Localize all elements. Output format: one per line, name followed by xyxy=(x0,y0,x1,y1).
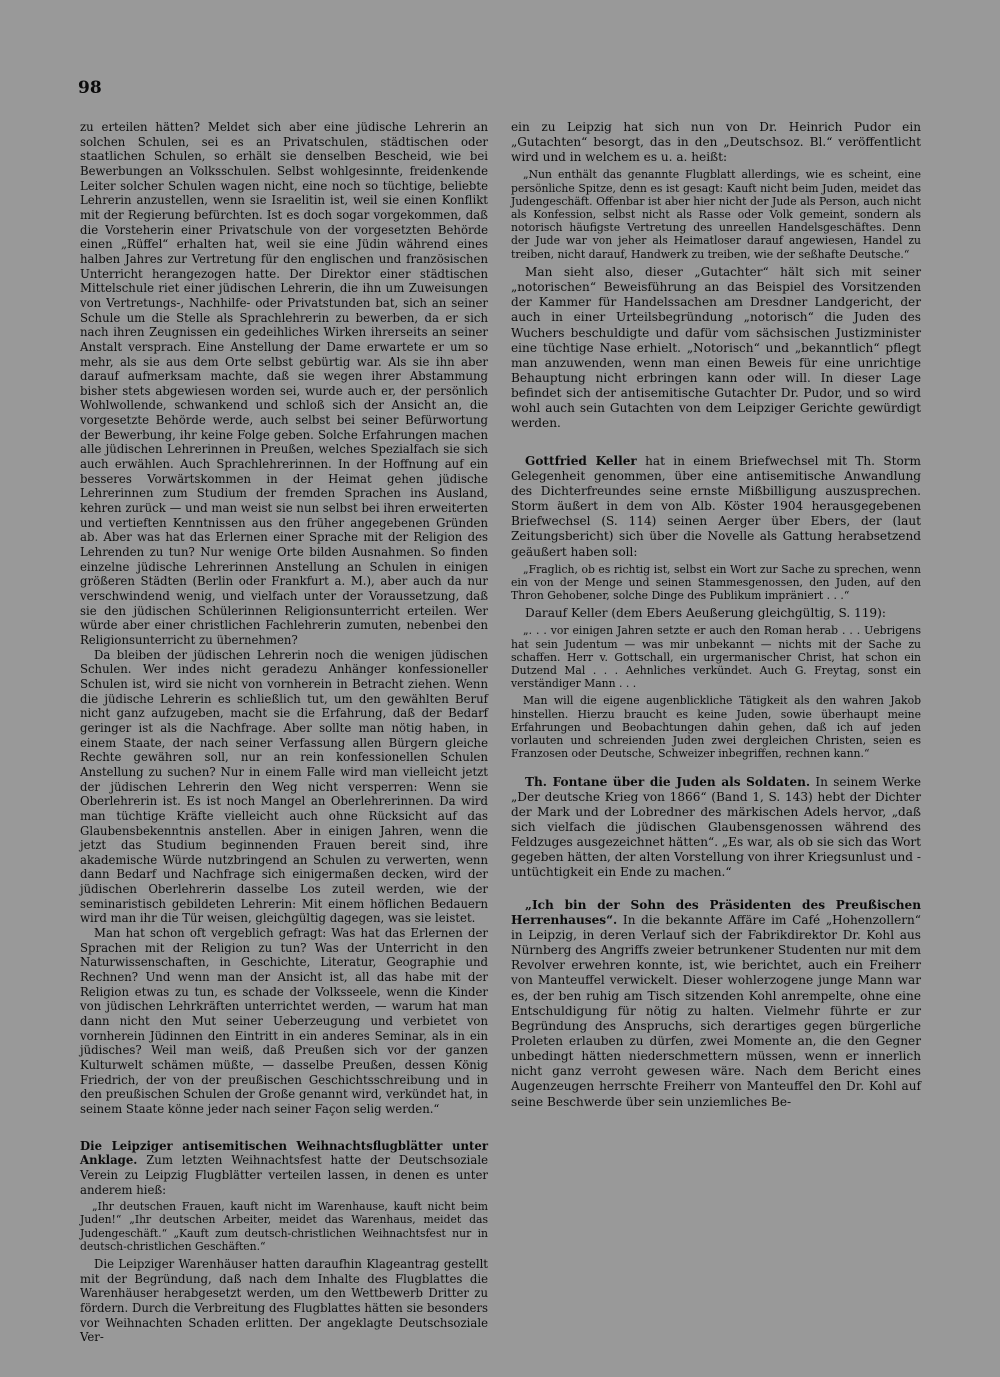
paragraph: Da bleiben der jüdischen Lehrerin noch die wenigen jüdischen Schulen. Wer indes nicht geradezu Anhänger konfessioneller Schulen ist, wird sie nicht von vornherein in Betracht ziehen. Wenn die jüdische Lehrerin es schließlich tut, um den gewählten Beruf nicht ganz aufzugeben, macht sie die Erfahrung, daß der Bedarf geringer ist als die Nachfrage. Aber sollte man nötig haben, in einem Staate, der nach seiner Verfassung allen Bürgern gleiche Rechte gewähren soll, nur an rein konfessionellen Schulen Anstellung zu suchen? Nur in einem Falle wird man vielleicht jetzt der jüdischen Lehrerin den Weg nicht versperren: Wenn sie Oberlehrerin ist. Es ist noch Mangel an Oberlehrerinnen. Da wird man tüchtige Kräfte vielleicht auch ohne Rücksicht auf das Glaubensbekenntnis anstellen. Aber in einigen Jahren, wenn die jetzt das Studium beginnenden Frauen bereit sind, ihre akademische Würde nutzbringend an Schulen zu verwerten, wenn dann Bedarf und Nachfrage sich einigermaßen decken, wird der jüdischen Oberlehrerin dasselbe Los zuteil werden, wie der seminaristisch gebildeten Lehrerin: Mit einem höflichen Bedauern wird man ihr die Tür weisen, gleichgültig dagegen, was sie leistet. xyxy=(80,647,488,926)
article-paragraph xyxy=(80,1139,488,1198)
paragraph: ein zu Leipzig hat sich nun von Dr. Heinrich Pudor ein „Gutachten“ besorgt, das in den „Deutschsoz. Bl.“ veröffentlicht wird und in welchem es u. a. heißt: xyxy=(511,120,921,165)
article-lead: „Ich bin der Sohn des Präsidenten des Preußischen Herrenhauses“. xyxy=(511,897,921,927)
page-number: 98 xyxy=(78,78,102,98)
article-paragraph xyxy=(511,898,921,1110)
article-paragraph xyxy=(511,454,921,560)
article-lead: Th. Fontane über die Juden als Soldaten. xyxy=(525,774,811,789)
paragraph: Man hat schon oft vergeblich gefragt: Was hat das Erlernen der Sprachen mit der Religion zu tun? Was der Unterricht in den Naturwissenschaften, in Geschichte, Literatur, Geographie und Rechnen? Und wenn man der Ansicht ist, all das habe mit der Religion etwas zu tun, es schade der Volksseele, wenn die Kinder von jüdischen Lehrkräften unterrichtet werden, — warum hat man dann nicht den Mut seiner Ueberzeugung und verbietet von vornherein Jüdinnen den Eintritt in ein anderes Seminar, als in ein jüdisches? Weil man weiß, daß Preußen sich vor der ganzen Kulturwelt schämen müßte, — dasselbe Preußen, dessen König Friedrich, der von der preußischen Geschichtsschreibung und in den preußischen Schulen der Große genannt wird, verkündet hat, in seinem Staate könne jeder nach seiner Façon selig werden.“ xyxy=(80,926,488,1116)
right-column xyxy=(511,120,921,1110)
block-quote: Man will die eigene augenblickliche Tätigkeit als den wahren Jakob hinstellen. Hierzu braucht es keine Juden, sowie überhaupt meine Erfahrungen und Beobachtungen dahin gehen, daß ich auf jeden vorlauten und schreienden Juden zwei dergleichen Christen, seien es Franzosen oder Deutsche, Schweizer inbegriffen, rechnen kann.“ xyxy=(511,694,921,761)
article-text: In die bekannte Affäre im Café „Hohenzollern“ in Leipzig, in deren Verlauf sich der Fabrikdirektor Dr. Kohl aus Nürnberg des Angriffs zweier betrunkener Studenten nur mit dem Revolver erwehren konnte, ist, wie berichtet, auch ein Freiherr von Manteuffel verwickelt. Dieser wohlerzogene junge Mann war es, der ben ruhig am Tisch sitzenden Kohl anrempelte, ohne eine Entschuldigung für nötig zu halten. Vielmehr führte er zur Begründung des Anspruchs, sich derartiges gegen bürgerliche Proleten erlauben zu dürfen, zwei Momente an, die den Gegner unbedingt hätten niederschmettern müssen, wenn er innerlich nicht ganz verroht gewesen wäre. Nach dem Bericht eines Augenzeugen herrschte Freiherr von Manteuffel den Dr. Kohl auf seine Beschwerde über sein unziemliches Be- xyxy=(511,912,921,1109)
left-column xyxy=(80,120,488,1345)
article-text: In seinem Werke „Der deutsche Krieg von 1866“ (Band 1, S. 143) hebt der Dichter der Mark und der Lobredner des märkischen Adels hervor, „daß sich vielfach die jüdischen Glaubensgenossen während des Feldzuges ausgezeichnet hätten“. „Es war, als ob sie sich das Wort gegeben hätten, der alten Vorstellung von ihrer Kriegsunlust und -untüchtigkeit ein Ende zu machen.“ xyxy=(511,774,921,880)
paragraph: Die Leipziger Warenhäuser hatten daraufhin Klageantrag gestellt mit der Begründung, daß nach dem Inhalte des Flugblattes die Warenhäuser herabgesetzt werden, um den Wettbewerb Dritter zu fördern. Durch die Verbreitung des Flugblattes hätten sie besonders vor Weihnachten Schaden erlitten. Der angeklagte Deutschsoziale Ver- xyxy=(80,1257,488,1345)
paragraph: zu erteilen hätten? Meldet sich aber eine jüdische Lehrerin an solchen Schulen, sei es an Privatschulen, städtischen oder staatlichen Schulen, so erhält sie denselben Bescheid, wie bei Bewerbungen an Volksschulen. Selbst wohlgesinnte, freidenkende Leiter solcher Schulen wagen nicht, eine noch so tüchtige, beliebte Lehrerin anzustellen, wenn sie Israelitin ist, weil sie einen Konflikt mit der Regierung befürchten. Ist es doch sogar vorgekommen, daß die Vorsteherin einer Privatschule von der vorgesetzten Behörde einen „Rüffel“ erhalten hat, weil sie eine Jüdin während eines halben Jahres zur Vertretung für den englischen und französischen Unterricht herangezogen hatte. Der Direktor einer städtischen Mittelschule riet einer jüdischen Lehrerin, die ihn um Zuweisungen von Vertretungs-, Nachhilfe- oder Privatstunden bat, sich an seiner Schule um die Stelle als Sprachlehrerin zu bewerben, da er sich nach ihren Zeugnissen ein gedeihliches Wirken ihrerseits an seiner Anstalt versprach. Eine Anstellung der Dame erwartete er um so mehr, als sie aus dem Orte selbst gebürtig war. Als sie ihn aber darauf aufmerksam machte, daß sie wegen ihrer Abstammung bisher stets abgewiesen worden sei, wurde auch er, der persönlich Wohlwollende, schwankend und schloß sich der Ansicht an, die vorgesetzte Behörde werde, auch selbst bei seiner Befürwortung der Bewerbung, ihr keine Folge geben. Solche Erfahrungen machen alle jüdischen Lehrerinnen in Preußen, welches Spezialfach sie sich auch erwählen. Auch Sprachlehrerinnen. In der Hoffnung auf ein besseres Vorwärtskommen in der Heimat gehen jüdische Lehrerinnen zum Studium der fremden Sprachen ins Ausland, kehren zurück — und man weist sie nun selbst bei ihren erweiterten und vertieften Kenntnissen aus den früher angegebenen Gründen ab. Aber was hat das Erlernen einer Sprache mit der Religion des Lehrenden zu tun? Nur wenige Orte bilden Ausnahmen. So finden einzelne jüdische Lehrerinnen Anstellung an Schulen in einigen größeren Städten (Berlin oder Frankfurt a. M.), aber auch da nur verschwindend wenig, und vielfach unter der Voraussetzung, daß sie den jüdischen Schülerinnen Religionsunterricht erteilen. Wer würde aber einer christlichen Fachlehrerin zumuten, nebenbei den Religionsunterricht zu übernehmen? xyxy=(80,120,488,647)
article-lead: Gottfried Keller xyxy=(525,453,637,468)
article-heading: Die Leipziger antisemitischen Weihnachtsflugblätter unter Anklage. xyxy=(80,1138,488,1168)
article-paragraph xyxy=(511,775,921,881)
block-quote: „Nun enthält das genannte Flugblatt allerdings, wie es scheint, eine persönliche Spitze, denn es ist gesagt: Kauft nicht beim Juden, meidet das Judengeschäft. Offenbar ist aber hier nicht der Jude als Person, auch nicht als Konfession, selbst nicht als Rasse oder Volk gemeint, sondern als notorisch häufigste Vertretung des unreellen Handelsgeschäftes. Denn der Jude war von jeher als Heimatloser darauf angewiesen, Handel zu treiben, nicht darauf, Handwerk zu treiben, wie der seßhafte Deutsche.“ xyxy=(511,168,921,261)
paragraph: Darauf Keller (dem Ebers Aeußerung gleichgültig, S. 119): xyxy=(525,606,886,621)
block-quote: „Fraglich, ob es richtig ist, selbst ein Wort zur Sache zu sprechen, wenn ein von der Menge und seinen Stammesgenossen, den Juden, auf den Thron Gehobener, solche Dinge des Publikum impräniert . . .“ xyxy=(511,562,921,603)
article-text: hat in einem Briefwechsel mit Th. Storm Gelegenheit genommen, über eine antisemitische Anwandlung des Dichterfreundes seine ernste Mißbilligung auszusprechen. Storm äußert in dem von Alb. Köster 1904 herausgegebenen Briefwechsel (S. 114) seinen Aerger über Ebers, der (laut Zeitungsbericht) sich über die Novelle als Gattung herabsetzend geäußert haben soll: xyxy=(511,453,921,559)
article-text: Zum letzten Weihnachtsfest hatte der Deutschsoziale Verein zu Leipzig Flugblätter verteilen lassen, in denen es unter anderem hieß: xyxy=(80,1153,489,1197)
block-quote: „. . . vor einigen Jahren setzte er auch den Roman herab . . . Uebrigens hat sein Judentum — was mir unbekannt — nichts mit der Sache zu schaffen. Herr v. Gottschall, ein urgermanischer Christ, hat schon ein Dutzend Mal . . . Aehnliches verkündet. Auch G. Freytag, sonst ein verständiger Mann . . . xyxy=(511,624,921,691)
paragraph: Man sieht also, dieser „Gutachter“ hält sich mit seiner „notorischen“ Beweisführung an das Beispiel des Vorsitzenden der Kammer für Handelssachen am Dresdner Landgericht, der auch in einer Urteilsbegründung „notorisch“ die Juden des Wuchers beschuldigte und dafür vom sächsischen Justizminister eine tüchtige Nase erhielt. „Notorisch“ und „bekanntlich“ pflegt man anzuwenden, wenn man einen Beweis für eine unrichtige Behauptung nicht erbringen kann oder will. In dieser Lage befindet sich der antisemitische Gutachter Dr. Pudor, und so wird wohl auch sein Gutachten von dem Leipziger Gerichte gewürdigt werden. xyxy=(511,264,921,431)
block-quote: „Ihr deutschen Frauen, kauft nicht im Warenhause, kauft nicht beim Juden!“ „Ihr deutschen Arbeiter, meidet das Warenhaus, meidet das Judengeschäft.“ „Kauft zum deutsch-christlichen Weihnachtsfest nur in deutsch-christlichen Geschäften.“ xyxy=(80,1200,488,1253)
